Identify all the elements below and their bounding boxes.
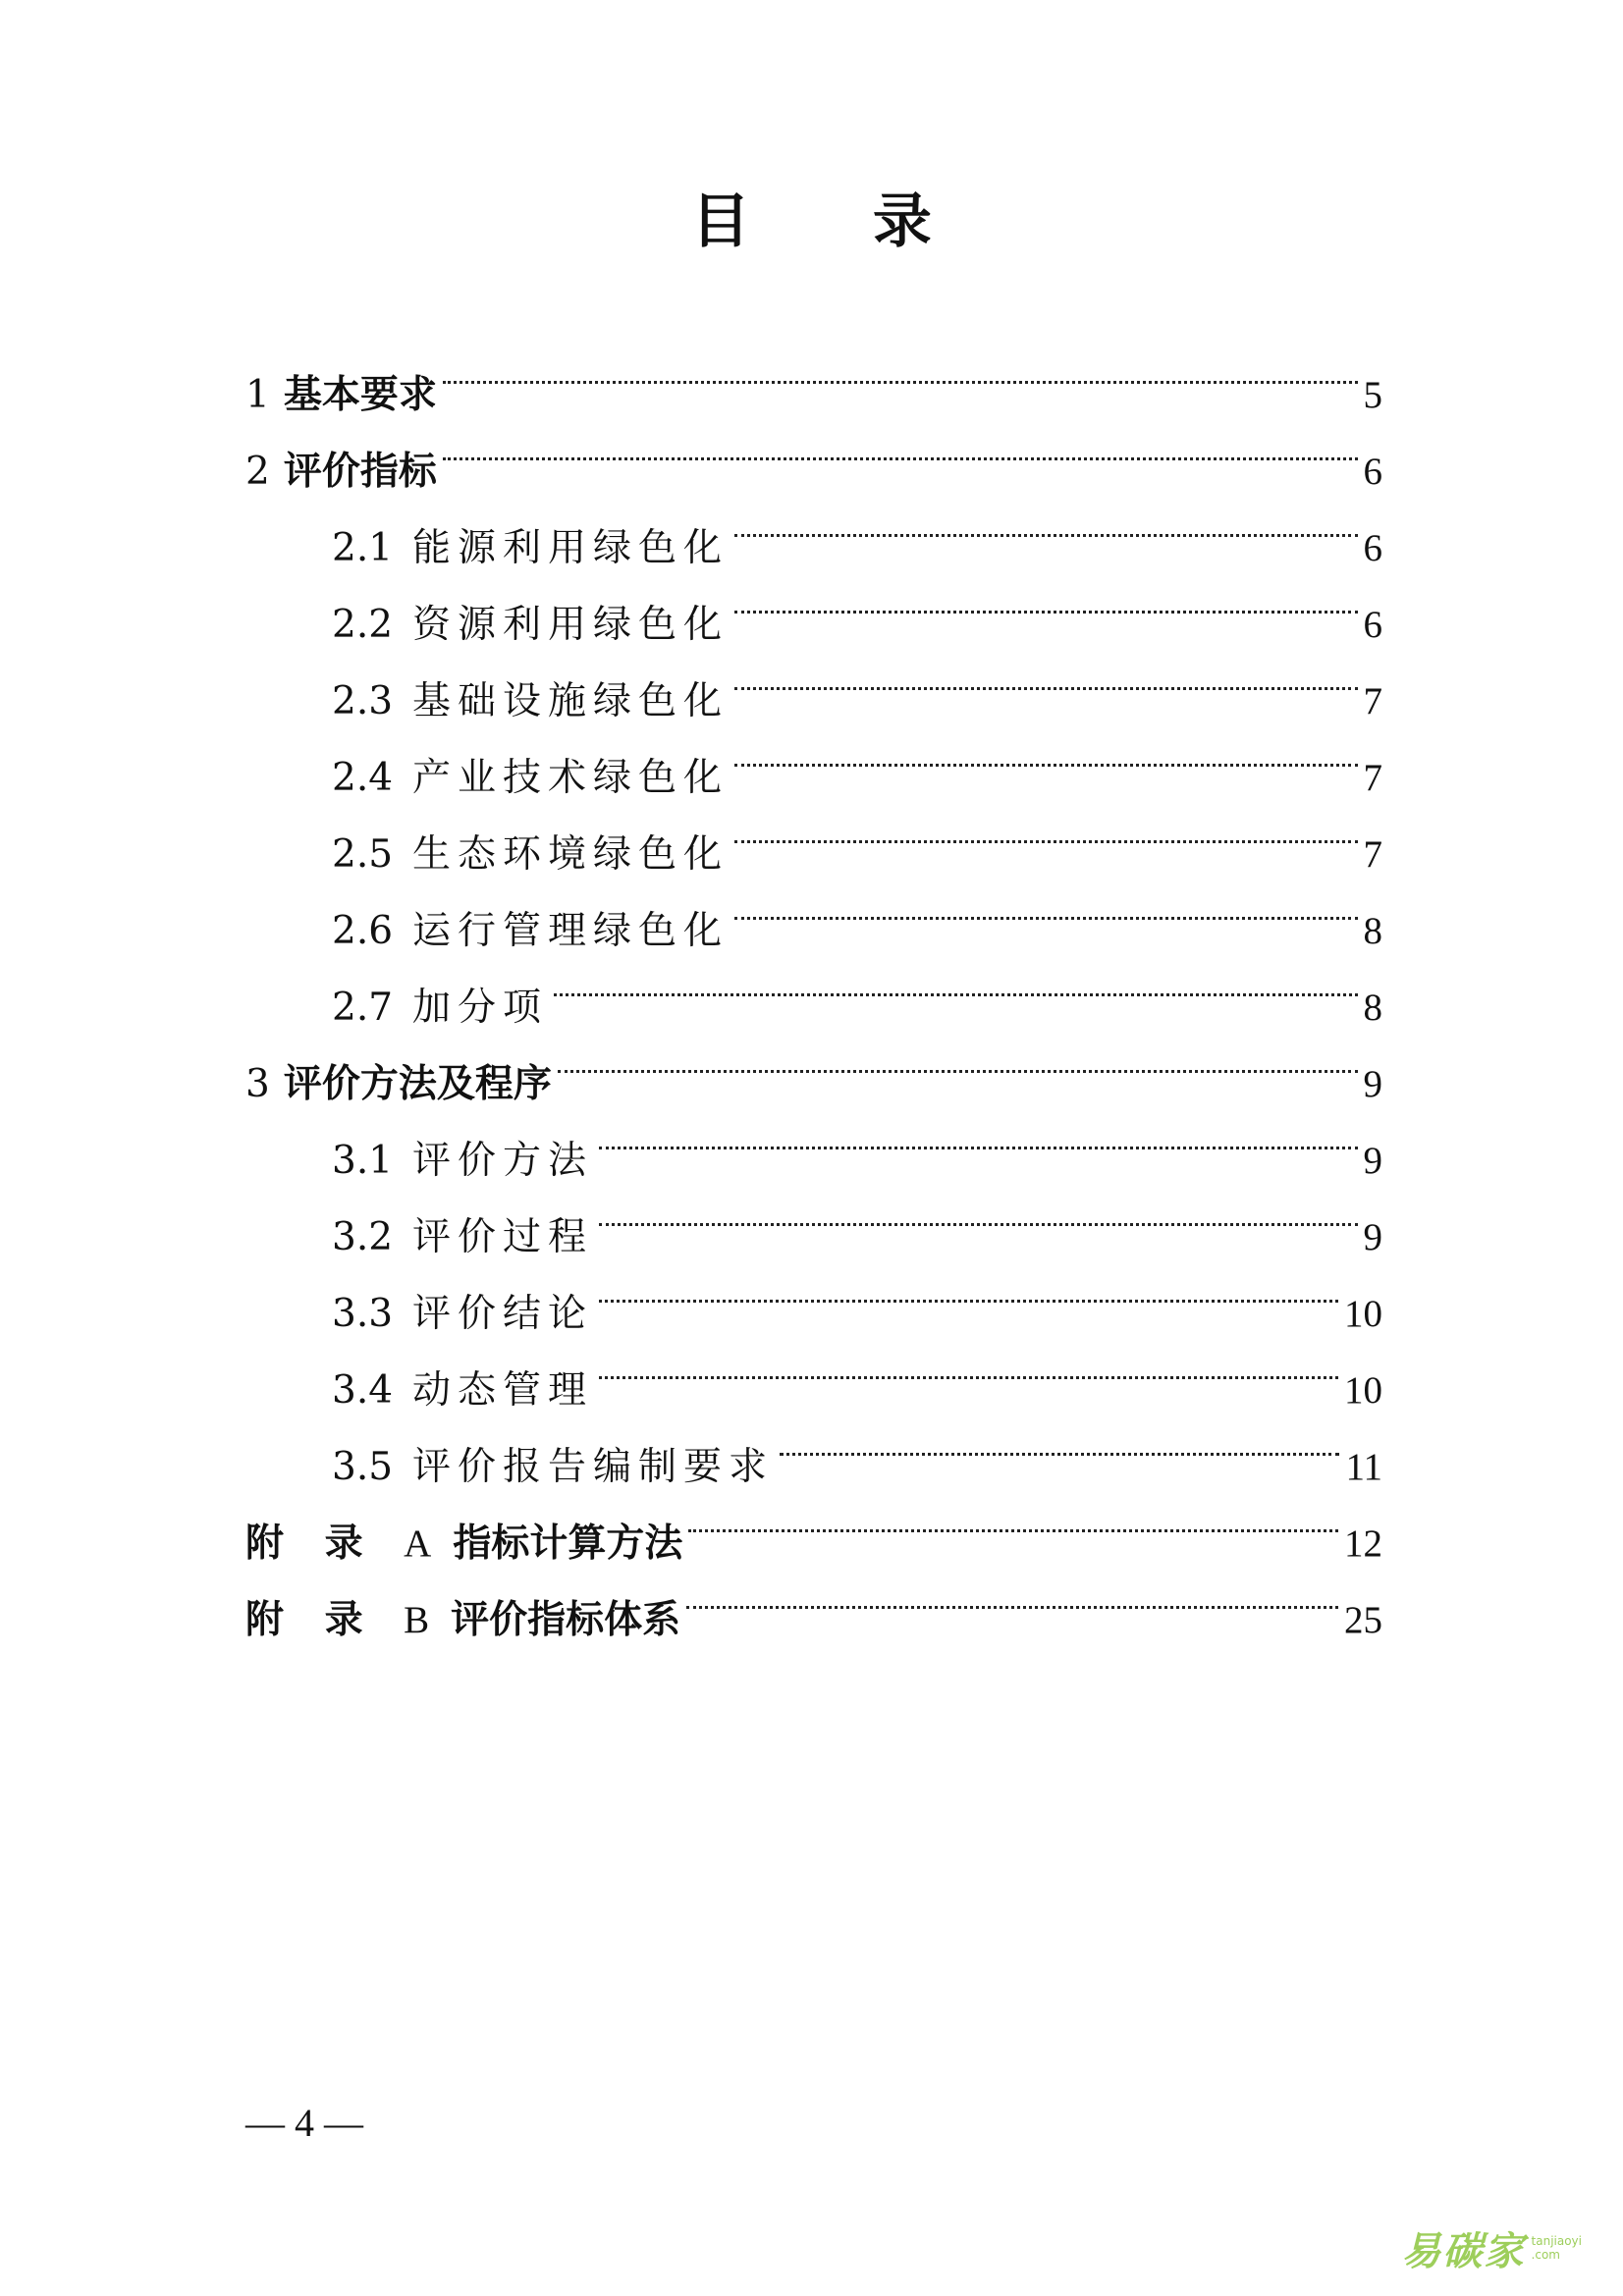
toc-entry-1[interactable] [245,331,1382,417]
dot-leader [734,714,1357,790]
appendix-prefix: 附 录 [245,1522,405,1566]
toc-entry-page: 8 [1363,987,1382,1029]
toc-entry-number: 3 [245,1062,270,1106]
toc-entry-number: 3.3 [332,1292,394,1336]
toc-entry-page: 10 [1344,1293,1382,1335]
watermark-logo-text: 易碳家 [1401,2229,1526,2274]
page-number-footer: — 4 — [245,2101,363,2145]
toc-entry-label: 生态环境绿色化 [412,832,730,877]
toc-entry-page: 9 [1363,1216,1382,1258]
toc-entry-number: 2.4 [332,756,394,800]
toc-entry-label: 评价指标体系 [451,1598,681,1642]
toc-entry-page: 25 [1344,1599,1382,1641]
dot-leader [443,331,1358,407]
dot-leader [558,1020,1358,1096]
appendix-prefix: 附 录 [245,1598,405,1642]
toc-entry-label: 评价报告编制要求 [412,1445,775,1489]
watermark-domain-line2: .com [1531,2247,1560,2262]
toc-entry-number: 3.2 [332,1215,394,1259]
appendix-letter: B [404,1599,444,1641]
toc-entry-page: 10 [1344,1369,1382,1412]
toc-entry-page: 6 [1363,527,1382,569]
toc-entry-label: 动态管理 [412,1368,594,1413]
toc-entry-page: 12 [1344,1522,1382,1565]
dot-leader [734,637,1357,714]
toc-entry-label: 能源利用绿色化 [412,526,730,570]
toc-entry-label: 评价过程 [412,1215,594,1259]
toc-entry-page: 9 [1363,1140,1382,1182]
toc-entry-label: 评价结论 [412,1292,594,1336]
watermark-domain [1532,2235,1582,2261]
toc-entry-label: 运行管理绿色化 [412,909,730,953]
toc-entry-page: 6 [1363,604,1382,646]
table-of-contents [245,331,1382,1642]
watermark-logo [1402,2220,1582,2276]
dot-leader [599,1096,1357,1173]
toc-entry-number: 2.7 [332,986,394,1030]
toc-entry-number: 2.3 [332,679,394,723]
watermark-domain-line1: tanjiaoyi [1531,2234,1582,2249]
toc-entry-label: 评价方法及程序 [283,1062,552,1106]
toc-entry-label: 基本要求 [283,373,437,417]
toc-entry-page: 6 [1363,451,1382,493]
toc-entry-number: 2.6 [332,909,394,953]
dot-leader [599,1173,1357,1250]
toc-entry-label: 加分项 [412,986,549,1030]
dot-leader [734,484,1357,561]
dot-leader [599,1250,1338,1326]
toc-entry-number [245,1582,443,1659]
toc-entry-number: 1 [245,373,270,417]
toc-entry-page: 5 [1363,374,1382,416]
toc-entry-page: 7 [1363,757,1382,799]
toc-entry-label: 基础设施绿色化 [412,679,730,723]
dot-leader [443,407,1358,484]
toc-entry-number [245,1506,445,1582]
dot-leader [734,790,1357,867]
dot-leader [688,1479,1338,1556]
appendix-letter: A [404,1522,446,1565]
toc-entry-number: 2.5 [332,832,394,877]
dot-leader [554,943,1357,1020]
toc-entry-label: 资源利用绿色化 [412,603,730,647]
toc-entry-number: 2.2 [332,603,394,647]
toc-entry-number: 3.4 [332,1368,394,1413]
toc-entry-number: 3.5 [332,1445,394,1489]
dot-leader [734,561,1357,637]
dot-leader [780,1403,1339,1479]
dot-leader [734,867,1357,943]
toc-entry-label: 评价方法 [412,1139,594,1183]
toc-entry-page: 8 [1363,910,1382,952]
page-title: 目 录 [691,187,983,256]
toc-entry-number: 2.1 [332,526,394,570]
toc-entry-label: 产业技术绿色化 [412,756,730,800]
dot-leader [686,1556,1338,1632]
toc-entry-page: 9 [1363,1063,1382,1105]
toc-entry-page: 7 [1363,680,1382,722]
toc-entry-page: 11 [1345,1446,1382,1488]
toc-entry-number: 2 [245,450,270,494]
dot-leader [599,1326,1338,1403]
toc-entry-label: 评价指标 [283,450,437,494]
toc-entry-number: 3.1 [332,1139,394,1183]
toc-entry-page: 7 [1363,833,1382,876]
toc-entry-label: 指标计算方法 [453,1522,683,1566]
